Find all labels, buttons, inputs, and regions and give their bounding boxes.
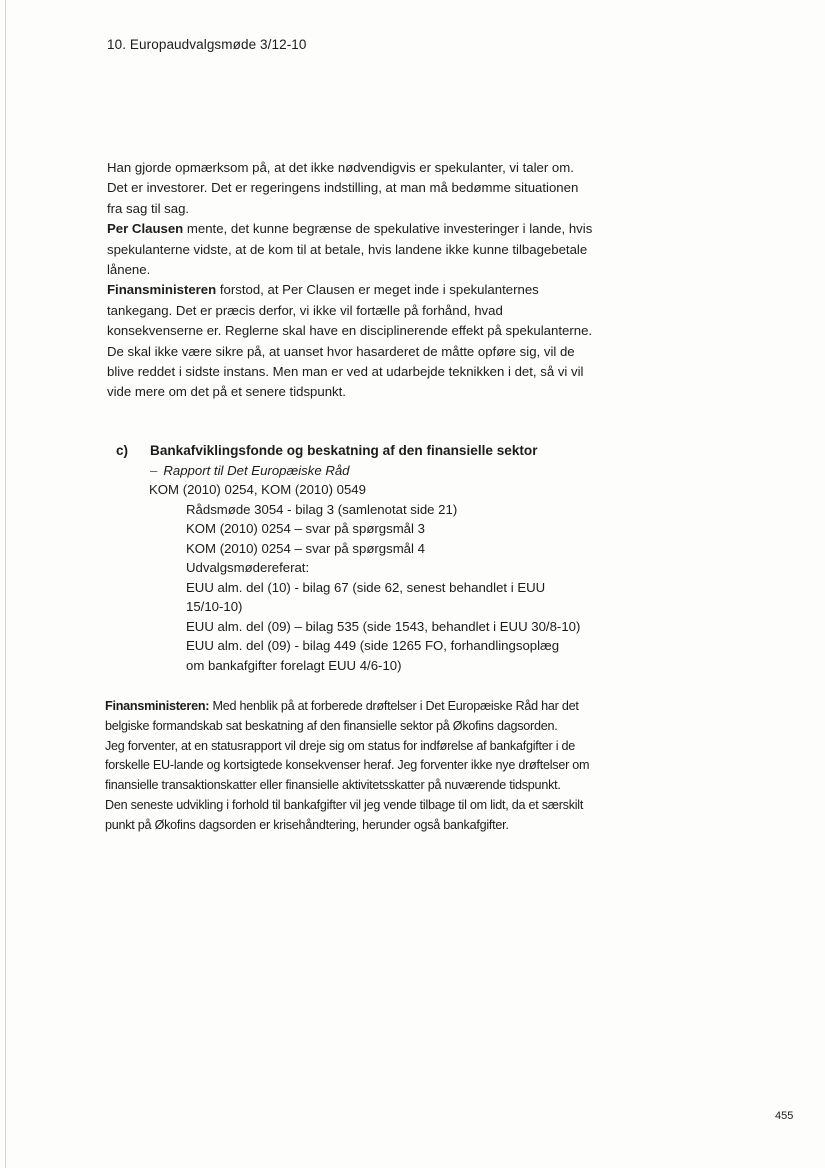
paragraph: Han gjorde opmærksom på, at det ikke nødvendigvis er spekulanter, vi taler om. Det er investorer. Det er regeringens indstilling, at man må bedømme situationen fra sag til sag. bbox=[107, 160, 579, 216]
kom-references: KOM (2010) 0254, KOM (2010) 0549 bbox=[149, 482, 366, 497]
paragraph: Jeg forventer, at en statusrapport vil dreje sig om status for indførelse af bankafgifter i de forskelle EU-lande og kortsigtede konsekvenser heraf. Jeg forventer ikke nye drøftelser om finansielle transaktionskatter eller finansielle aktivitetsskatter på nuværende tidspunkt. bbox=[105, 738, 590, 793]
paragraph bbox=[105, 697, 605, 737]
agenda-subtitle bbox=[150, 461, 580, 481]
paragraph-text: Med henblik på at forberede drøftelser i Det Europæiske Råd har det belgiske formandskab sat beskatning af den finansielle sektor på Økofins dagsorden. bbox=[105, 699, 579, 733]
speaker-name: Finansministeren bbox=[107, 282, 217, 298]
section-minister-statement bbox=[105, 697, 605, 836]
reference-item: 15/10-10) bbox=[186, 599, 243, 614]
page-number: 455 bbox=[775, 1110, 794, 1122]
reference-item: EUU alm. del (09) – bilag 535 (side 1543, behandlet i EUU 30/8-10) bbox=[186, 618, 581, 634]
agenda-item bbox=[116, 441, 580, 675]
dash: – bbox=[150, 462, 158, 478]
paragraph bbox=[107, 219, 597, 280]
reference-item: KOM (2010) 0254 – svar på spørgsmål 4 bbox=[186, 540, 425, 556]
reference-item: KOM (2010) 0254 – svar på spørgsmål 3 bbox=[186, 521, 425, 536]
reference-item: Rådsmøde 3054 - bilag 3 (samlenotat side 21) bbox=[186, 501, 458, 517]
subtitle-text: Rapport til Det Europæiske Råd bbox=[163, 462, 350, 478]
scan-edge-line bbox=[5, 0, 6, 1168]
agenda-heading bbox=[116, 441, 580, 461]
reference-item: EUU alm. del (10) - bilag 67 (side 62, senest behandlet i EUU bbox=[186, 579, 546, 595]
paragraph-text: forstod, at Per Clausen er meget inde i spekulanternes tankegang. Det er præcis derfor, vi ikke vil fortælle på forhånd, hvad konsekvenserne er. Reglerne skal have en disciplinerende effekt på spekulanterne. De skal ikke være sikre på, at uanset hvor hasarderet de måtte opføre sig, vil de blive reddet i sidste instans. Men man er ved at udarbejde teknikken i det, så vi vil vide mere om det på et senere tidspunkt. bbox=[107, 282, 593, 400]
page-header: 10. Europaudvalgsmøde 3/12-10 bbox=[107, 37, 307, 52]
paragraph-text: mente, det kunne begrænse de spekulative investeringer i lande, hvis spekulanterne vidste, at de kom til at betale, hvis landene ikke kunne tilbagebetale lånene. bbox=[107, 221, 593, 278]
section-discussion bbox=[107, 158, 597, 403]
paragraph bbox=[107, 280, 597, 402]
speaker-name: Finansministeren: bbox=[105, 699, 210, 713]
speaker-name: Per Clausen bbox=[107, 221, 184, 237]
reference-item: EUU alm. del (09) - bilag 449 (side 1265 FO, forhandlingsoplæg bbox=[186, 638, 560, 653]
reference-list bbox=[186, 500, 580, 676]
reference-item: Udvalgsmødereferat: bbox=[186, 560, 310, 575]
reference-item: om bankafgifter forelagt EUU 4/6-10) bbox=[186, 657, 402, 673]
agenda-label: c) bbox=[116, 443, 129, 458]
paragraph: Den seneste udvikling i forhold til bankafgifter vil jeg vende tilbage til om lidt, da et særskilt punkt på Økofins dagsorden er krisehåndtering, herunder også bankafgifter. bbox=[105, 797, 584, 832]
agenda-title: Bankafviklingsfonde og beskatning af den finansielle sektor bbox=[150, 443, 538, 458]
